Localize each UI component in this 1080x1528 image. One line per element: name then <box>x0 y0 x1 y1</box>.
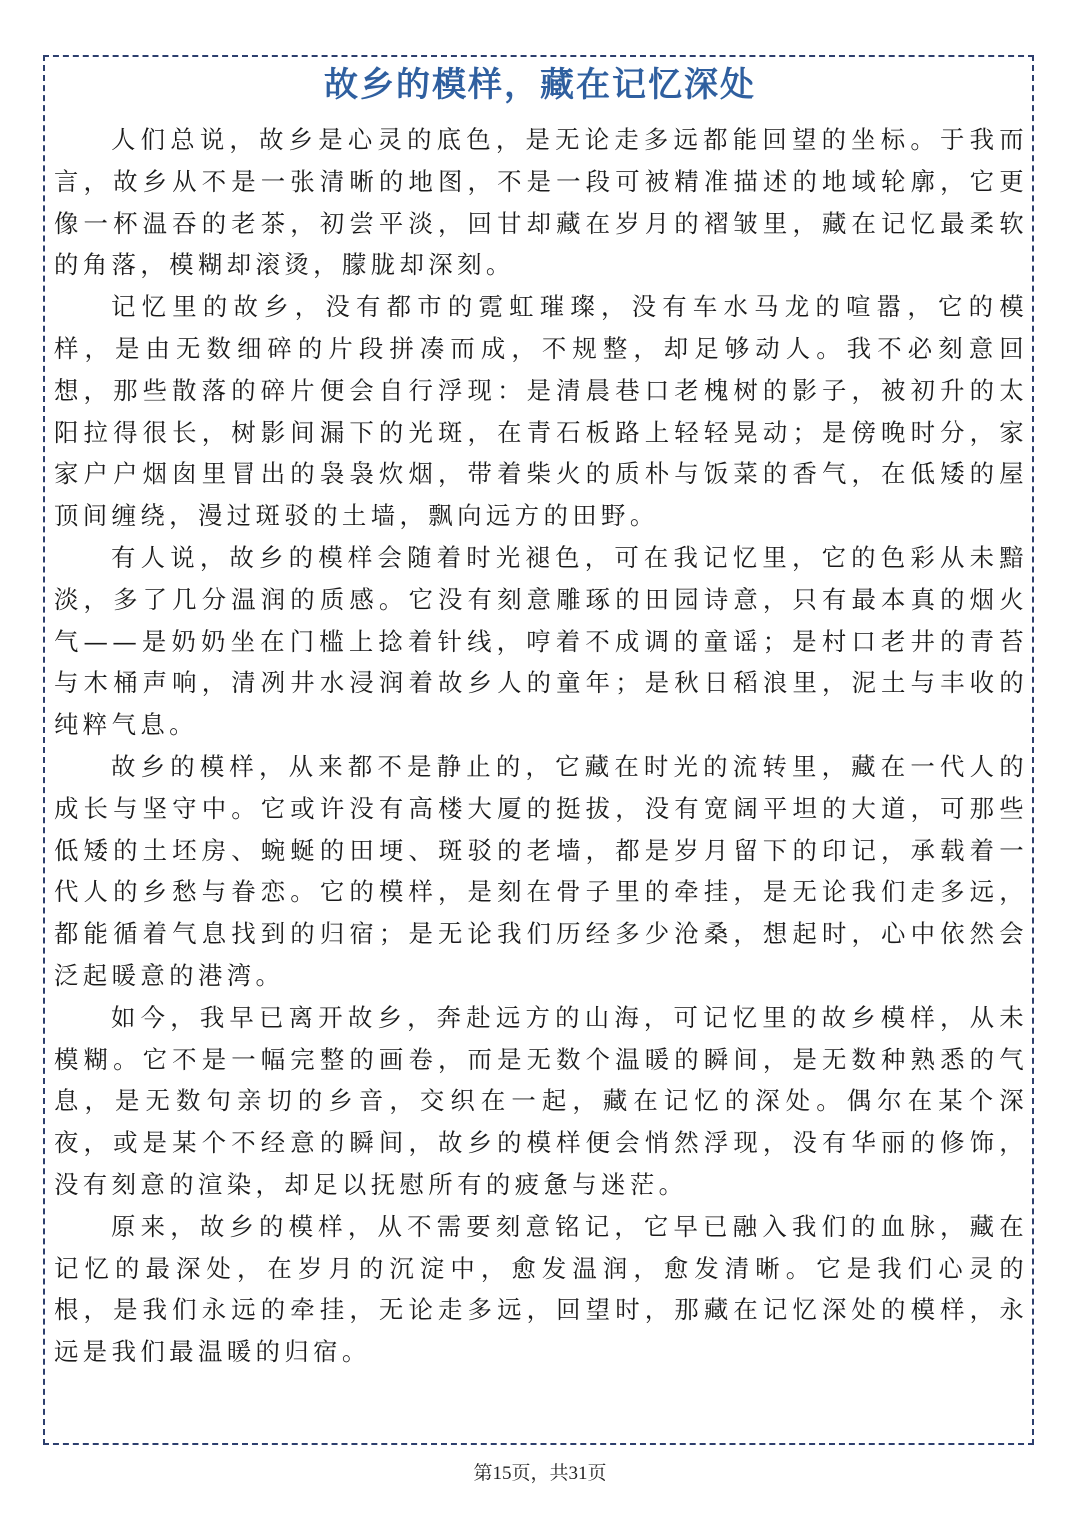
paragraph-4: 故乡的模样，从来都不是静止的，它藏在时光的流转里，藏在一代人的成长与坚守中。它或许没有高楼大厦的挺拔，没有宽阔平坦的大道，可那些低矮的土坯房、蜿蜒的田埂、斑驳的老墙，都是岁月留下的印记，承载着一代人的乡愁与眷恋。它的模样，是刻在骨子里的牵挂，是无论我们走多远，都能循着气息找到的归宿；是无论我们历经多少沧桑，想起时，心中依然会泛起暖意的港湾。 <box>54 751 1028 990</box>
paragraph-6: 原来，故乡的模样，从不需要刻意铭记，它早已融入我们的血脉，藏在记忆的最深处，在岁月的沉淀中，愈发温润，愈发清晰。它是我们心灵的根，是我们永远的牵挂，无论走多远，回望时，那藏在记忆深处的模样，永远是我们最温暖的归宿。 <box>54 1211 1028 1367</box>
paragraph-3: 有人说，故乡的模样会随着时光褪色，可在我记忆里，它的色彩从未黯淡，多了几分温润的质感。它没有刻意雕琢的田园诗意，只有最本真的烟火气——是奶奶坐在门槛上捻着针线，哼着不成调的童谣；是村口老井的青苔与木桶声响，清冽井水浸润着故乡人的童年；是秋日稻浪里，泥土与丰收的纯粹气息。 <box>54 542 1028 740</box>
article-body <box>54 119 1028 1373</box>
page-title: 故乡的模样，藏在记忆深处 <box>324 65 756 105</box>
paragraph-5: 如今，我早已离开故乡，奔赴远方的山海，可记忆里的故乡模样，从未模糊。它不是一幅完整的画卷，而是无数个温暖的瞬间，是无数种熟悉的气息，是无数句亲切的乡音，交织在一起，藏在记忆的深处。偶尔在某个深夜，或是某个不经意的瞬间，故乡的模样便会悄然浮现，没有华丽的修饰，没有刻意的渲染，却足以抚慰所有的疲惫与迷茫。 <box>54 1002 1028 1199</box>
paragraph-1: 人们总说，故乡是心灵的底色，是无论走多远都能回望的坐标。于我而言，故乡从不是一张清晰的地图，不是一段可被精准描述的地域轮廓，它更像一杯温吞的老茶，初尝平淡，回甘却藏在岁月的褶皱里，藏在记忆最柔软的角落，模糊却滚烫，朦胧却深刻。 <box>54 125 1028 280</box>
paragraph-2: 记忆里的故乡，没有都市的霓虹璀璨，没有车水马龙的喧嚣，它的模样，是由无数细碎的片段拼凑而成，不规整，却足够动人。我不必刻意回想，那些散落的碎片便会自行浮现：是清晨巷口老槐树的影子，被初升的太阳拉得很长，树影间漏下的光斑，在青石板路上轻轻晃动；是傍晚时分，家家户户烟囱里冒出的袅袅炊烟，带着柴火的质朴与饭菜的香气，在低矮的屋顶间缠绕，漫过斑驳的土墙，飘向远方的田野。 <box>54 292 1028 531</box>
page-number-footer: 第15页，共31页 <box>473 1463 607 1484</box>
